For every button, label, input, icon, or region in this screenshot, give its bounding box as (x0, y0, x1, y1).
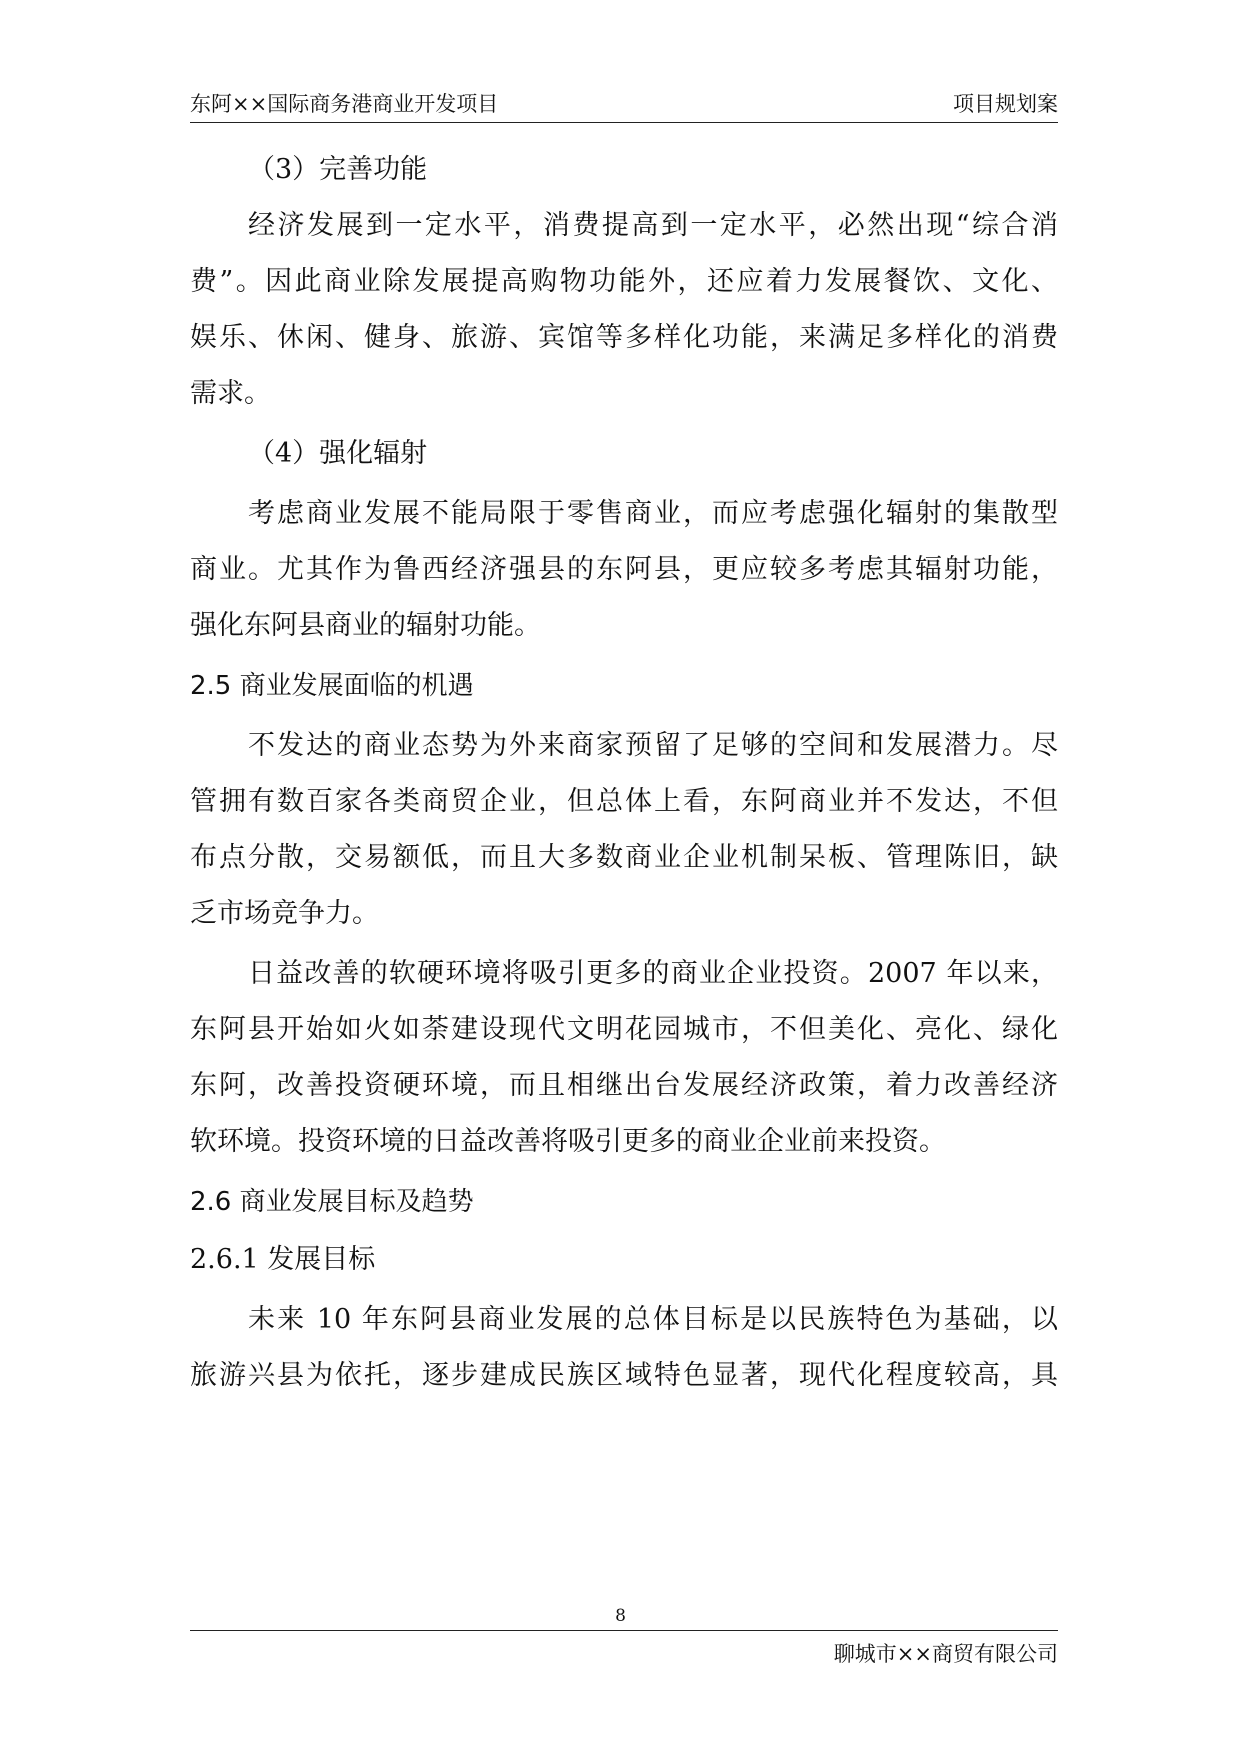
paragraph-line: 商业。尤其作为鲁西经济强县的东阿县，更应较多考虑其辐射功能， (190, 554, 1058, 585)
header-doc-type: 项目规划案 (953, 92, 1058, 116)
paragraph-line: 考虑商业发展不能局限于零售商业，而应考虑强化辐射的集散型 (248, 498, 1058, 529)
paragraph-line: 东阿，改善投资硬环境，而且相继出台发展经济政策，着力改善经济 (190, 1070, 1058, 1101)
subsection-heading-2-6-1: 2.6.1 发展目标 (190, 1244, 376, 1275)
paragraph-line: 管拥有数百家各类商贸企业，但总体上看，东阿商业并不发达，不但 (190, 786, 1058, 817)
footer-company: 聊城市××商贸有限公司 (833, 1642, 1058, 1666)
paragraph-line: 未来 10 年东阿县商业发展的总体目标是以民族特色为基础，以 (248, 1304, 1058, 1335)
paragraph-line: 经济发展到一定水平，消费提高到一定水平，必然出现“综合消 (248, 210, 1058, 241)
paragraph-line: 东阿县开始如火如荼建设现代文明花园城市，不但美化、亮化、绿化 (190, 1014, 1058, 1045)
paragraph-line: 强化东阿县商业的辐射功能。 (190, 610, 541, 641)
header-project-title: 东阿××国际商务港商业开发项目 (190, 92, 499, 116)
paragraph-line: 娱乐、休闲、健身、旅游、宾馆等多样化功能，来满足多样化的消费 (190, 322, 1058, 353)
footer-divider (190, 1630, 1058, 1631)
paragraph-line: 旅游兴县为依托，逐步建成民族区域特色显著，现代化程度较高，具 (190, 1360, 1058, 1391)
paragraph-line: 乏市场竞争力。 (190, 898, 379, 929)
section-heading-2-5: 2.5 商业发展面临的机遇 (190, 671, 474, 701)
paragraph-line: 布点分散，交易额低，而且大多数商业企业机制呆板、管理陈旧，缺 (190, 842, 1058, 873)
subheading-improve-functions: （3）完善功能 (248, 154, 428, 185)
paragraph-line: 日益改善的软硬环境将吸引更多的商业企业投资。2007 年以来， (248, 958, 1058, 989)
paragraph-line: 费”。因此商业除发展提高购物功能外，还应着力发展餐饮、文化、 (190, 266, 1058, 297)
paragraph-line: 不发达的商业态势为外来商家预留了足够的空间和发展潜力。尽 (248, 730, 1058, 761)
paragraph-line: 需求。 (190, 378, 271, 409)
paragraph-line: 软环境。投资环境的日益改善将吸引更多的商业企业前来投资。 (190, 1126, 946, 1157)
page-number: 8 (615, 1606, 626, 1626)
subheading-strengthen-radiation: （4）强化辐射 (248, 438, 428, 469)
section-heading-2-6: 2.6 商业发展目标及趋势 (190, 1187, 474, 1217)
page-header (190, 86, 1058, 123)
